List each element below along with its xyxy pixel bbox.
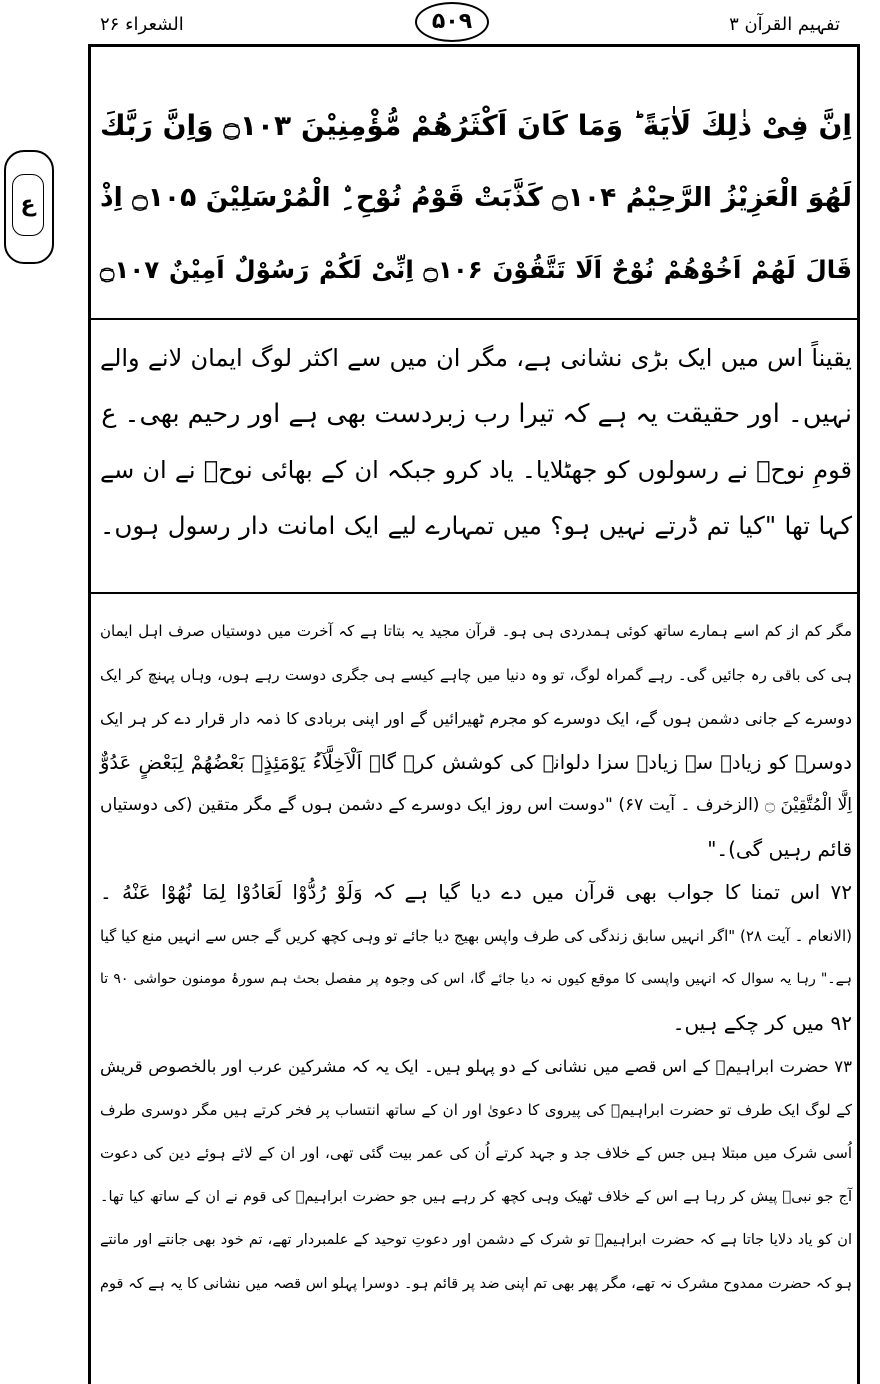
divider [88,318,860,320]
translation-line: یقیناً اس میں ایک بڑی نشانی ہے، مگر ان میں سے اکثر لوگ ایمان لانے والے [100,344,852,372]
footnote-line: ہو کہ حضرت ممدوح مشرک نہ تھے، مگر پھر بھی تم اپنی ضد پر قائم ہو۔ دوسرا پہلو اس قصہ میں نشانی کا یہ ہے کہ قوم [100,1275,852,1292]
footnote-line: مگر کم از کم اسے ہمارے ساتھ کوئی ہمدردی ہی ہو۔ قرآن مجید یہ بتاتا ہے کہ آخرت میں دوستیاں صرف اہل ایمان [100,622,852,640]
ruku-ornament [4,150,54,264]
footnote-line: آج جو نبیؐ پیش کر رہا ہے اس کے خلاف ٹھیک وہی کچھ کر رہے ہیں جو حضرت ابراہیمؑ کی قوم نے ان کے ساتھ کیا تھا۔ [100,1188,852,1205]
footnote-line: اِلَّا الْمُتَّقِیْنَ ۝ (الزخرف ۔ آیت ۶۷) "دوست اس روز ایک دوسرے کے دشمن ہوں گے مگر متقین (کی دوستیاں [100,795,852,815]
arabic-line: قَالَ لَهُمْ اَخُوْهُمْ نُوْحٌ اَلَا تَتَّقُوْنَ ۝۱۰۶ اِنِّیْ لَكُمْ رَسُوْلٌ اَمِیْنٌ ۝۱۰۷ [100,255,853,284]
footnote-line: ہے۔" رہا یہ سوال کہ انہیں واپسی کا موقع کیوں نہ دیا جائے گا، اس کی وجوہ پر مفصل بحث ہم سورۂ مومنون حواشی ۹۰ تا [100,971,852,987]
translation-line: کہا تھا "کیا تم ڈرتے نہیں ہو؟ میں تمہارے لیے ایک امانت دار رسول ہوں۔ [100,511,852,540]
book-title: تفہیم القرآن ۳ [729,14,840,35]
footnote-line: اُسی شرک میں مبتلا ہیں جس کے خلاف جد و جہد کرتے اُن کی عمر بیت گئی تھی، اور ان کے لائے ہوئے دین کی دعوت [100,1144,852,1162]
arabic-line: اِنَّ فِیْ ذٰلِكَ لَاٰیَةً ؕ وَمَا كَانَ اَكْثَرُهُمْ مُّؤْمِنِیْنَ ۝۱۰۳ وَاِنَّ رَبَّكَ [100,109,852,142]
arabic-line: لَهُوَ الْعَزِیْزُ الرَّحِیْمُ ۝۱۰۴ كَذَّبَتْ قَوْمُ نُوْحِ ِۨ الْمُرْسَلِیْنَ ۝۱۰۵ اِذْ [100,182,852,213]
footnote-line: دوسرے کے جانی دشمن ہوں گے، ایک دوسرے کو مجرم ٹھیرائیں گے اور اپنی بربادی کا ذمہ دار قرار دے کر ہر ایک [100,709,852,728]
footnote-line: قائم رہیں گی)۔" [707,836,852,861]
translation-line: نہیں۔ اور حقیقت یہ ہے کہ تیرا رب زبردست بھی ہے اور رحیم بھی۔ ع [101,399,852,429]
footnotes-block [100,610,852,1306]
footnote-line: ہی کی باقی رہ جائیں گی۔ رہے گمراہ لوگ، تو وہ دنیا میں چاہے کیسے ہی جگری دوست رہے ہوں، وہاں پہنچ کر ایک [100,665,852,684]
footnote-line: دوسرے کو زیادہ سے زیادہ سزا دلوانے کی کوشش کرے گا۔ اَلْاَخِلَّآءُ یَوْمَئِذٍۭ بَعْضُهُمْ لِبَعْضٍ عَدُوٌّ [100,750,852,774]
page-number: ۵۰۹ [415,2,489,42]
footnote-line: ۷۲ اس تمنا کا جواب بھی قرآن میں دے دیا گیا ہے کہ وَلَوْ رُدُّوْا لَعَادُوْا لِمَا نُهُوْا عَنْهُ ۔ [100,880,852,904]
footnote-line: ۹۲ میں کر چکے ہیں۔ [672,1010,852,1035]
divider [88,592,860,594]
arabic-text-block [100,90,852,306]
urdu-translation-block [100,330,852,554]
surah-label: الشعراء ۲۶ [100,14,184,35]
footnote-line: ۷۳ حضرت ابراہیمؑ کے اس قصے میں نشانی کے دو پہلو ہیں۔ ایک یہ کہ مشرکین عرب اور بالخصوص قریش [100,1057,852,1076]
footnote-line: کے لوگ ایک طرف تو حضرت ابراہیمؑ کی پیروی کا دعویٰ اور ان کے ساتھ انتساب پر فخر کرتے ہیں مگر دوسری طرف [100,1100,852,1119]
translation-line: قومِ نوحؑ نے رسولوں کو جھٹلایا۔ یاد کرو جبکہ ان کے بھائی نوحؑ نے ان سے [100,456,852,484]
footnote-line: (الانعام ۔ آیت ۲۸) "اگر انہیں سابق زندگی کی طرف واپس بھیج دیا جائے تو وہی کچھ کریں گے جس سے انہیں منع کیا گیا [100,926,852,945]
ruku-mark: ع [12,174,44,236]
footnote-line: ان کو یاد دلایا جاتا ہے کہ حضرت ابراہیمؑ تو شرک کے دشمن اور دعوتِ توحید کے علمبردار تھے، تم خود بھی جانتے اور مانتے [100,1232,852,1248]
